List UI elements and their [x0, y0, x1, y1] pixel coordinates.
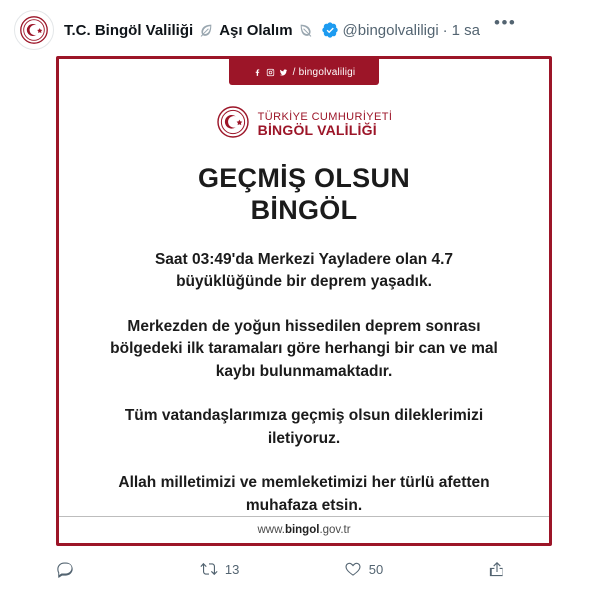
- share-icon: [488, 560, 506, 578]
- footer-prefix: www.: [257, 524, 285, 536]
- reply-button[interactable]: [56, 560, 200, 578]
- poster-paragraph-2: Merkezden de yoğun hissedilen deprem sonrası bölgedeki ilk taramaları göre herhangi bir can ve mal kaybı bulunmamaktadır.: [110, 317, 498, 380]
- retweet-button[interactable]: [200, 560, 344, 578]
- leaf-icon-secondary: [298, 22, 314, 38]
- tweet-header: [14, 10, 594, 54]
- turkish-state-emblem-icon: [19, 15, 49, 45]
- poster-paragraph-1: Saat 03:49'da Merkezi Yayladere olan 4.7 büyüklüğünde bir deprem yaşadık.: [154, 250, 454, 291]
- social-media-icons: [253, 68, 288, 77]
- timestamp[interactable]: 1 sa: [451, 21, 481, 39]
- poster-social-handle: / bingolvaliligi: [292, 66, 356, 78]
- like-count: 50: [368, 561, 384, 577]
- footer-suffix: .gov.tr: [319, 524, 351, 536]
- retweet-icon: [200, 560, 218, 578]
- poster-title-line-2: BİNGÖL: [250, 195, 358, 226]
- leaf-icon: [198, 22, 214, 38]
- footer-domain: bingol: [284, 524, 320, 536]
- retweet-count: 13: [224, 561, 240, 577]
- poster-emblem-text: [258, 111, 393, 139]
- tweet-actions: [56, 560, 526, 578]
- poster-emblem: [216, 105, 393, 144]
- emblem-line-1: TÜRKİYE CUMHURİYETİ: [257, 110, 393, 123]
- tweet-author-line: [64, 10, 518, 50]
- tweet-media[interactable]: [56, 56, 552, 546]
- turkish-state-emblem-icon-poster: [216, 105, 250, 144]
- poster-image[interactable]: [56, 56, 552, 546]
- poster-paragraph-3: Tüm vatandaşlarımıza geçmiş olsun dileklerimizi iletiyoruz.: [124, 407, 484, 447]
- poster-title: [198, 162, 410, 227]
- display-name[interactable]: T.C. Bingöl Valiliği: [64, 21, 194, 39]
- reply-icon: [56, 560, 74, 578]
- handle[interactable]: @bingolvaliligi: [342, 21, 439, 39]
- poster-social-bar: [229, 59, 379, 85]
- share-button[interactable]: [488, 560, 526, 578]
- separator: ·: [442, 21, 448, 39]
- poster-paragraph-4: Allah milletimizi ve memleketimizi her türlü afetten muhafaza etsin.: [118, 474, 490, 514]
- poster-footer-url: [59, 516, 549, 543]
- more-options-button[interactable]: •••: [494, 13, 517, 32]
- verified-badge-icon: [321, 21, 339, 39]
- poster-title-line-1: GEÇMİŞ OLSUN: [197, 163, 411, 193]
- campaign-label: Aşı Olalım: [219, 21, 293, 39]
- emblem-line-2: BİNGÖL VALİLİĞİ: [257, 121, 377, 138]
- avatar[interactable]: [14, 10, 54, 50]
- heart-icon: [344, 560, 362, 578]
- poster-body: [104, 249, 504, 517]
- like-button[interactable]: [344, 560, 488, 578]
